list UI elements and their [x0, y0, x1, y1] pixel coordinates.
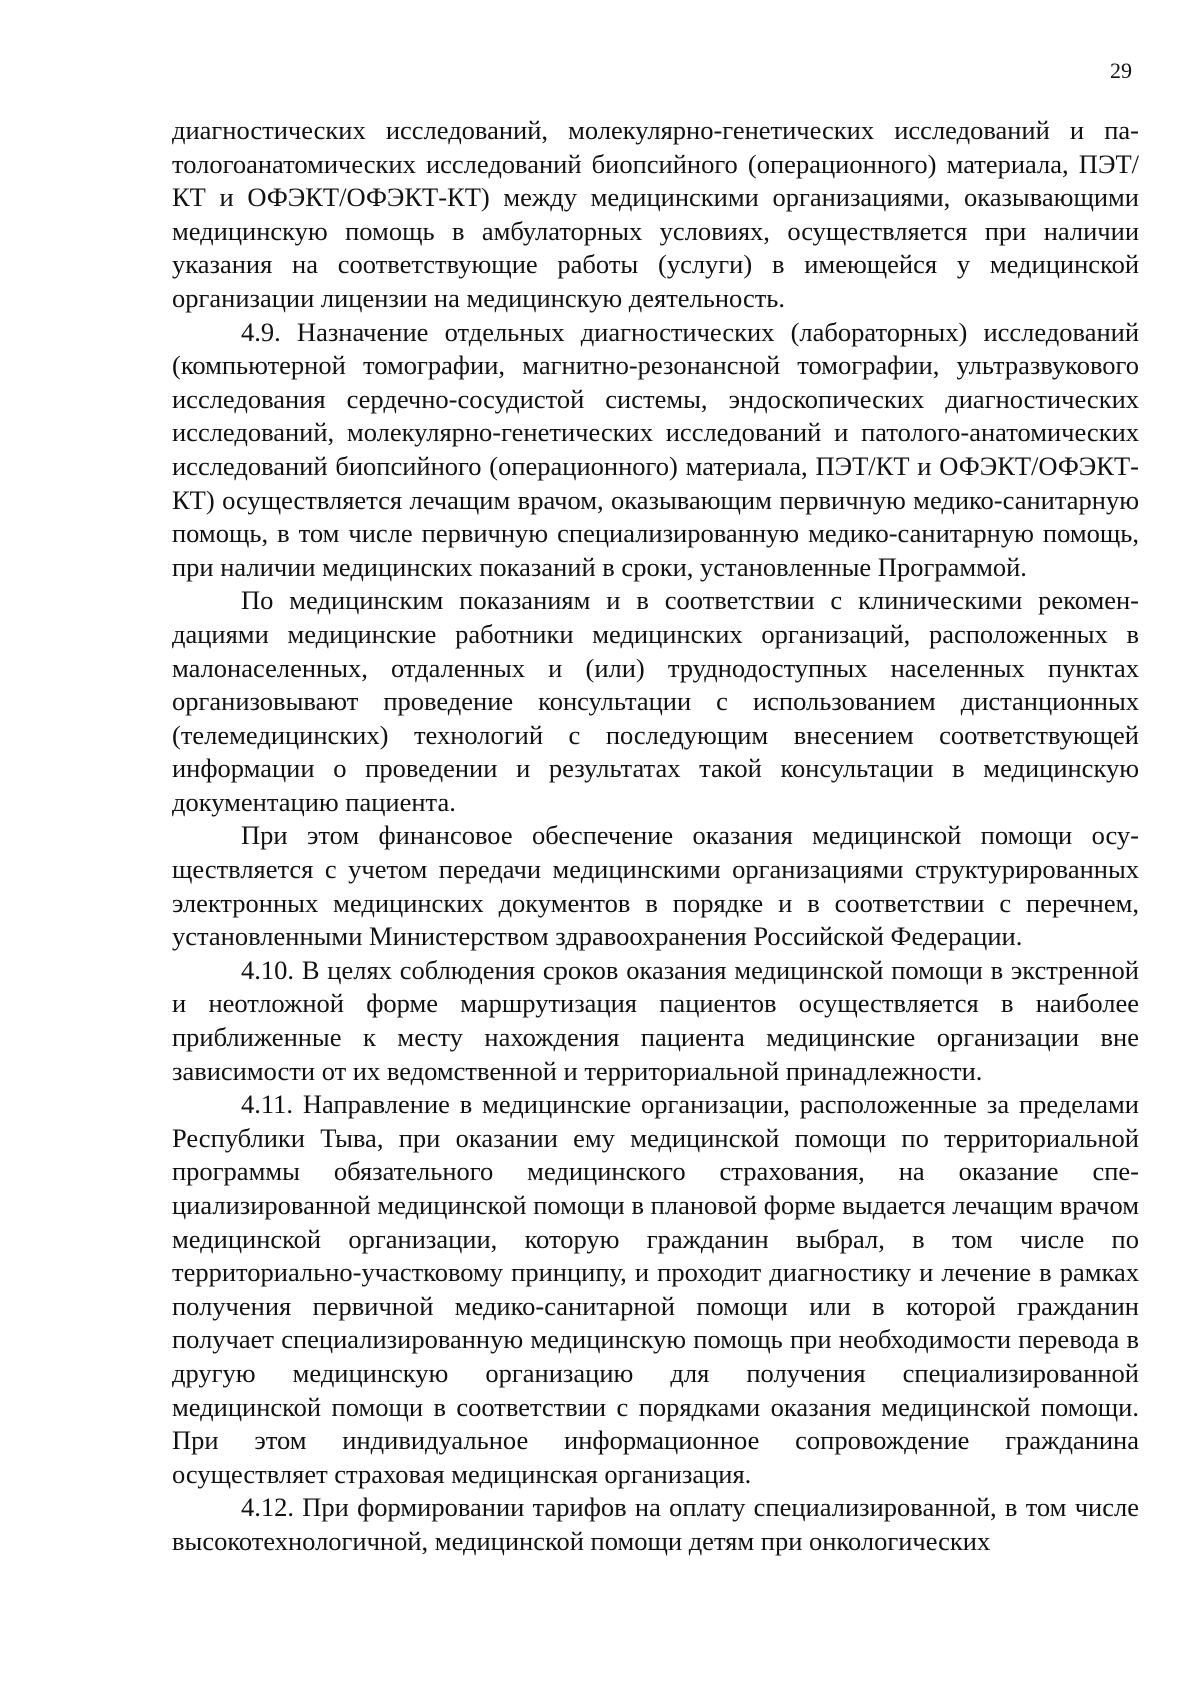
document-body — [172, 114, 1139, 1559]
paragraph: При этом финансовое обеспечение оказания медицинской помощи осуществляется с учетом передачи медицинскими организациями структурированных электронных медицинских документов в порядке и в соответствии с перечнем, установленными Министерством здравоохранения Российской Федерации. — [172, 820, 1139, 952]
paragraph-4-12: 4.12. При формировании тарифов на оплату специализированной, в том числе высокотехнологичной, медицинской помощи детям при онкологических — [172, 1492, 1139, 1556]
paragraph-4-9: 4.9. Назначение отдельных диагностических (лабораторных) исследований (компьютерной томографии, магнитно-резонансной томографии, ультразвукового исследования сердечно-сосудистой системы, эндоскопических диагностических исследований, молекулярно-генетических исследований и патолого-анатомических исследований биопсийного (операционного) материала, ПЭТ/КТ и ОФЭКТ/ОФЭКТ-КТ) осуществляется лечащим врачом, оказывающим первичную медико-санитарную помощь, в том числе первичную специализированную медико-санитарную помощь, при наличии медицинских показаний в сроки, установленные Программой. — [172, 316, 1139, 582]
paragraph: По медицинским показаниям и в соответствии с клиническими рекомендациями медицинские работники медицинских организаций, расположенных в малонаселенных, отдаленных и (или) труднодоступных населенных пунктах организовывают проведение консультации с использованием дистанционных (телемедицинских) технологий с последующим внесением соответствующей информации о проведении и результатах такой консультации в медицинскую документацию пациента. — [172, 585, 1139, 817]
page-number: 29 — [1110, 58, 1132, 83]
paragraph-4-10: 4.10. В целях соблюдения сроков оказания медицинской помощи в экстренной и неотложной форме маршрутизация пациентов осуществляется в наиболее приближенные к месту нахождения пациента медицинские организации вне зависимости от их ведомственной и территориальной принадлежности. — [172, 954, 1139, 1086]
paragraph: диагностических исследований, молекулярно-генетических исследований и патологоанатомических исследований биопсийного (операционного) материала, ПЭТ/КТ и ОФЭКТ/ОФЭКТ-КТ) между медицинскими организациями, оказывающими медицинскую помощь в амбулаторных условиях, осуществляется при наличии указания на соответствующие работы (услуги) в имеющейся у медицинской организации лицензии на медицинскую деятельность. — [172, 115, 1139, 313]
paragraph-4-11: 4.11. Направление в медицинские организации, расположенные за пределами Республики Тыва, при оказании ему медицинской помощи по территориальной программы обязательного медицинского страхования, на оказание специализированной медицинской помощи в плановой форме выдается лечащим врачом медицинской организации, которую гражданин выбрал, в том числе по территориально-участковому принципу, и проходит диагностику и лечение в рамках получения первичной медико-санитарной помощи или в которой гражданин получает специализированную медицинскую помощь при необходимости перевода в другую медицинскую организацию для получения специализированной медицинской помощи в соответствии с порядками оказания медицинской помощи. При этом индивидуальное информационное сопровождение гражданина осуществляет страховая медицинская организация. — [172, 1089, 1139, 1489]
